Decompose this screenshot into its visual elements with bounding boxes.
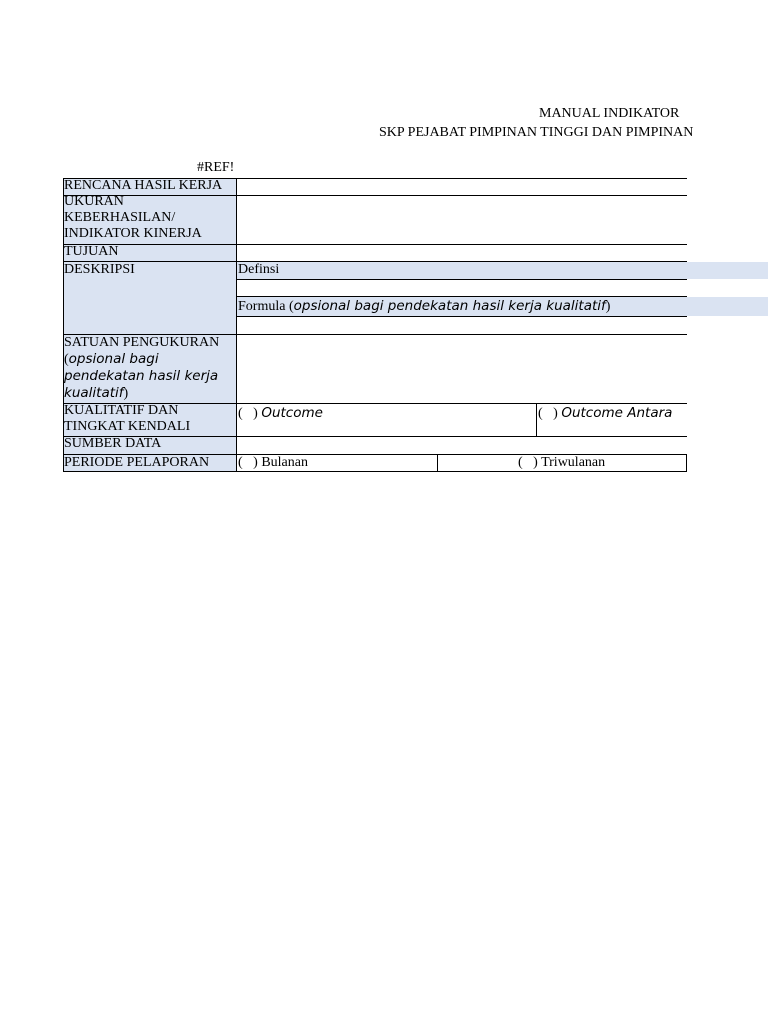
ref-error-cell: #REF! [197,160,235,175]
definisi-text: Definsi [238,262,280,277]
formula-close: ) [605,299,611,314]
outcome-label: Outcome [261,405,323,421]
label-ukuran-line2: KEBERHASILAN/ [64,210,176,225]
label-satuan-note-line3 [64,385,234,402]
satuan-note-1: opsional bagi [68,351,159,367]
label-satuan-note-line1 [64,351,234,368]
label-periode-pelaporan: PERIODE PELAPORAN [64,455,210,470]
option-outcome[interactable] [238,405,323,422]
satuan-note-3: kualitatif [64,385,124,401]
paren-close: ) [123,386,129,401]
outcome-checkbox[interactable]: ( ) [238,406,258,421]
label-deskripsi: DESKRIPSI [64,262,135,277]
option-outcome-antara[interactable] [538,405,672,422]
label-rencana-hasil-kerja: RENCANA HASIL KERJA [64,178,223,193]
option-triwulanan[interactable] [518,455,605,471]
label-kualitatif-line2: TINGKAT KENDALI [64,419,191,434]
formula-note: opsional bagi pendekatan hasil kerja kualitatif [293,298,606,314]
label-tujuan: TUJUAN [64,244,119,259]
formula-text [238,298,610,315]
document-subtitle: SKP PEJABAT PIMPINAN TINGGI DAN PIMPINAN [379,125,694,140]
label-ukuran-line3: INDIKATOR KINERJA [64,226,202,241]
outcome-antara-label: Outcome Antara [561,405,673,421]
bulanan-label: Bulanan [261,455,308,470]
label-satuan-pengukuran: SATUAN PENGUKURAN [64,335,220,350]
label-sumber-data: SUMBER DATA [64,436,162,451]
paren-open: ( [64,352,69,367]
document-title: MANUAL INDIKATOR [539,106,680,121]
triwulanan-label: Triwulanan [541,455,606,470]
bulanan-checkbox[interactable]: ( ) [238,455,258,470]
outcome-antara-checkbox[interactable]: ( ) [538,406,558,421]
label-satuan-note-line2: pendekatan hasil kerja [64,368,219,384]
label-ukuran-line1: UKURAN [64,194,124,209]
option-bulanan[interactable] [238,455,308,471]
triwulanan-checkbox[interactable]: ( ) [518,455,538,470]
label-kualitatif-line1: KUALITATIF DAN [64,403,179,418]
definisi-fill [237,262,768,279]
formula-label: Formula ( [238,299,294,314]
